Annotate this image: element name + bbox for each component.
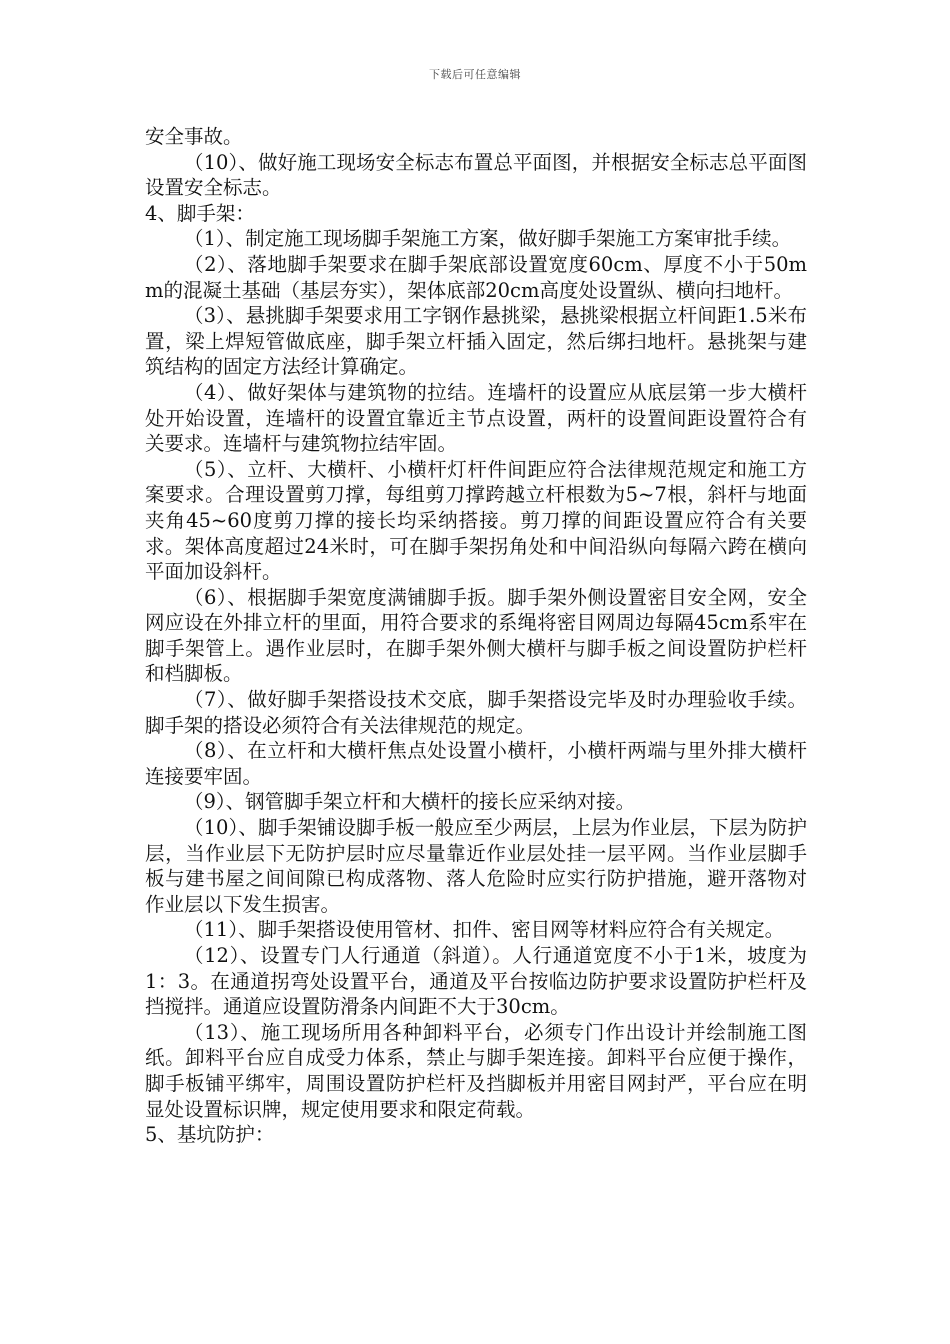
- paragraph: （8）、在立杆和大横杆焦点处设置小横杆，小横杆两端与里外排大横杆连接要牢固。: [145, 739, 807, 788]
- paragraph: （6）、根据脚手架宽度满铺脚手扳。脚手架外侧设置密目安全网，安全网应设在外排立杆的里面，用符合要求的系绳将密目网周边每隔45cm系牢在脚手架管上。遇作业层时，在脚手架外侧大横杆与脚手板之间设置防护栏杆和档脚板。: [145, 585, 807, 686]
- page-header: 下载后可任意编辑: [429, 68, 521, 81]
- paragraph: （4）、做好架体与建筑物的拉结。连墙杆的设置应从底层第一步大横杆处开始设置，连墙杆的设置宜靠近主节点设置，两杆的设置间距设置符合有关要求。连墙杆与建筑物拉结牢固。: [145, 380, 807, 456]
- paragraph: （13）、施工现场所用各种卸料平台，必须专门作出设计并绘制施工图纸。卸料平台应自成受力体系，禁止与脚手架连接。卸料平台应便于操作，脚手板铺平绑牢，周围设置防护栏杆及挡脚板并用密目网封严，平台应在明显处设置标识牌，规定使用要求和限定荷载。: [145, 1020, 807, 1121]
- document-body: [145, 124, 807, 1148]
- paragraph: （3）、悬挑脚手架要求用工字钢作悬挑梁，悬挑梁根据立杆间距1.5米布置，梁上焊短管做底座，脚手架立杆插入固定，然后绑扫地杆。悬挑架与建筑结构的固定方法经计算确定。: [145, 304, 807, 379]
- paragraph: （9）、钢管脚手架立杆和大横杆的接长应采纳对接。: [184, 790, 636, 814]
- paragraph: （1）、制定施工现场脚手架施工方案，做好脚手架施工方案审批手续。: [184, 227, 792, 251]
- section-heading: 5、基坑防护：: [145, 1123, 275, 1147]
- paragraph: （11）、脚手架搭设使用管材、扣件、密目网等材料应符合有关规定。: [184, 918, 785, 942]
- paragraph: （12）、设置专门人行通道（斜道）。人行通道宽度不小于1米，坡度为1：3。在通道拐弯处设置平台，通道及平台按临边防护要求设置防护栏杆及挡搅拌。通道应设置防滑条内间距不大于30cm。: [145, 944, 807, 1019]
- paragraph: （10）、做好施工现场安全标志布置总平面图，并根据安全标志总平面图设置安全标志。: [145, 150, 807, 200]
- paragraph: （2）、落地脚手架要求在脚手架底部设置宽度60cm、厚度不小于50mm的混凝土基础（基层夯实），架体底部20cm高度处设置纵、横向扫地杆。: [145, 252, 807, 302]
- paragraph: （5）、立杆、大横杆、小横杆灯杆件间距应符合法律规范规定和施工方案要求。合理设置剪刀撑，每组剪刀撑跨越立杆根数为5~7根，斜杆与地面夹角45~60度剪刀撑的接长均采纳搭接。剪刀撑的间距设置应符合有关要求。架体高度超过24米时，可在脚手架拐角处和中间沿纵向每隔六跨在横向平面加设斜杆。: [145, 457, 807, 584]
- section-heading: 4、脚手架：: [145, 201, 255, 225]
- paragraph: 安全事故。: [145, 125, 243, 148]
- paragraph: （7）、做好脚手架搭设技术交底，脚手架搭设完毕及时办理验收手续。脚手架的搭设必须符合有关法律规范的规定。: [145, 688, 807, 737]
- paragraph: （10）、脚手架铺设脚手板一般应至少两层，上层为作业层，下层为防护层，当作业层下无防护层时应尽量靠近作业层处挂一层平网。当作业层脚手板与建书屋之间间隙已构成落物、落人危险时应实行防护措施，避开落物对作业层以下发生损害。: [145, 816, 807, 916]
